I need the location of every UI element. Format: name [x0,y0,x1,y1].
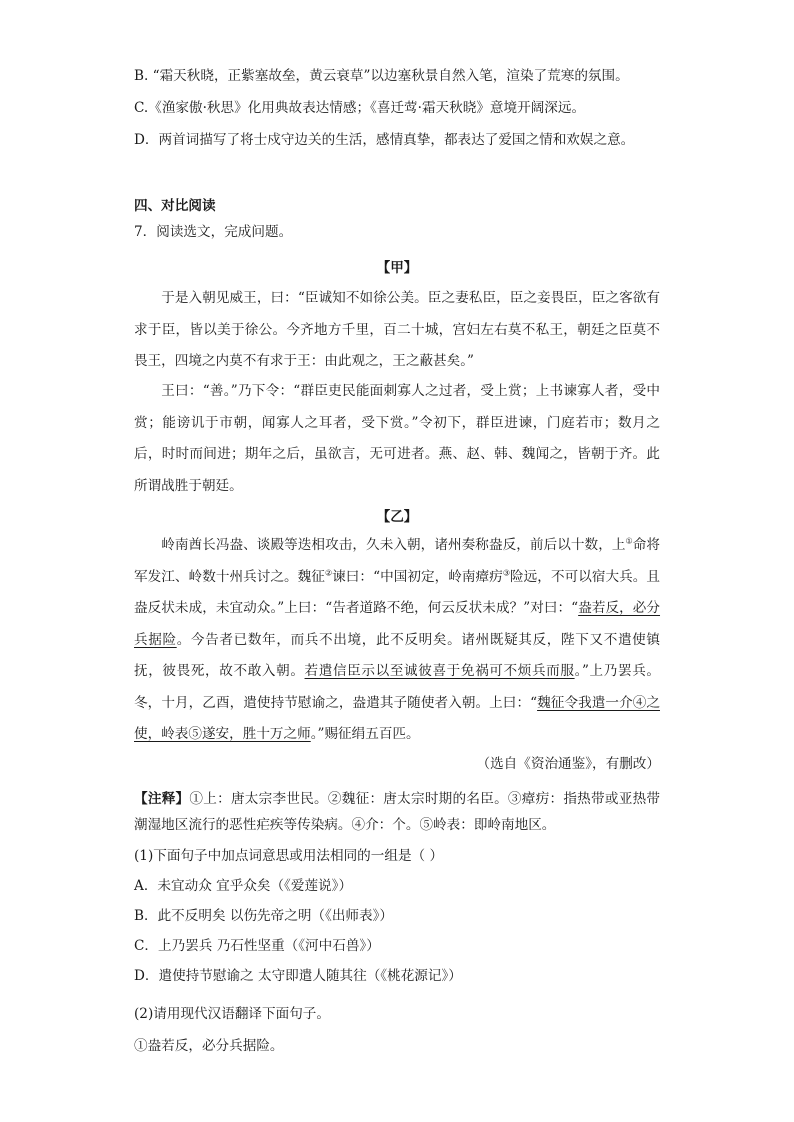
passage-jia-p1: 于是入朝见威王，曰：“臣诚知不如徐公美。臣之妻私臣，臣之妾畏臣，臣之客欲有求于臣，皆以美于徐公。今齐地方千里，百二十城，宫妇左右莫不私王，朝廷之臣莫不畏王，四境之内莫不有求于王：由此观之，王之蔽甚矣。” [134,290,660,369]
question-7: 7．阅读选文，完成问题。 [134,224,293,240]
annotations-text: ①上：唐太宗李世民。②魏征：唐太宗时期的名臣。③瘴疠：指热带或亚热带潮湿地区流行的恶性疟疾等传染病。④介：个。⑤岭表：即岭南地区。 [134,791,661,833]
q1-option-b: B．此不反明矣 以伤先帝之明（《出师表》） [134,908,393,924]
passage-jia-p2: 王曰：“善。”乃下令：“群臣吏民能面刺寡人之过者，受上赏；上书谏寡人者，受中赏；能谤讥于市朝，闻寡人之耳者，受下赏。”令初下，群臣进谏，门庭若市；数月之后，时时而间进；期年之后，虽欲言，无可进者。燕、赵、韩、魏闻之，皆朝于齐。此所谓战胜于朝廷。 [134,383,660,494]
annotations-label: 【注释】 [134,791,190,807]
passage-yi-label: 【乙】 [376,509,418,525]
option-c-prev: C.《渔家傲·秋思》化用典故表达情感；《喜迁莺·霜天秋晓》意境开阔深远。 [134,100,586,116]
passage-source: （选自《资治通鉴》，有删改） [476,756,660,772]
underlined-sentence-3: 魏征令我遣一介④之使，岭表⑤遂安，胜十万之师 [134,694,660,742]
passage-jia-label: 【甲】 [376,260,418,276]
passage-yi [134,530,660,751]
q1-option-a: A．未宜动众 宜乎众矣（《爱莲说》） [134,878,353,894]
q1-option-c: C．上乃罢兵 乃石性坚重（《河中石兽》） [134,938,380,954]
underlined-sentence-1: 盎若反，必分兵据险 [134,600,661,648]
q2-item-1: ①盎若反，必分兵据险。 [134,1038,284,1054]
annotations [134,786,660,838]
note-ref-1: ① [625,536,633,546]
note-ref-3: ③ [502,567,511,577]
yi-seg-5: 。今告者已数年，而兵不出境，此不反明矣。诸州既疑其反，陛下又不遣使镇抚，彼畏死，故不敢入朝。 [134,631,660,679]
q2-stem: (2)请用现代汉语翻译下面句子。 [134,1006,330,1022]
option-d-prev: D．两首词描写了将士戍守边关的生活，感情真挚，都表达了爱国之情和欢娱之意。 [134,132,635,148]
yi-seg-6: 。”上乃罢兵。冬，十月，乙酉，遣使持节慰谕之，盎遣其子随使者入朝。上曰：“ [134,663,660,711]
underlined-sentence-2: 若遣信臣示以至诚彼喜于免祸可不烦兵而服 [304,663,575,679]
yi-seg-3: 谏曰：“中国初定，岭南瘴疠 [332,568,503,585]
q1-stem: (1)下面句子中加点词意思或用法相同的一组是（ ） [134,848,444,864]
yi-seg-4: 险远，不可以宿大兵。且盎反状未成，未宜动众。”上曰：“告者道路不绝，何云反状未成？”对曰：“ [134,568,661,616]
yi-seg-7: 。”赐征绢五百匹。 [310,726,420,742]
yi-seg-1: 岭南酋长冯盎、谈殿等迭相攻击，久未入朝，诸州奏称盎反，前后以十数，上 [161,537,626,553]
yi-seg-2: 命将军发江、岭数十州兵讨之。魏征 [134,537,661,585]
option-b-prev: B. “霜天秋晓，正紫塞故垒，黄云衰草”以边塞秋景自然入笔，渲染了荒寒的氛围。 [134,68,629,84]
note-ref-2: ② [324,567,333,577]
section-title: 四、对比阅读 [134,198,216,214]
q1-option-d: D．遣使持节慰谕之 太守即遣人随其往（《桃花源记》） [134,968,462,984]
